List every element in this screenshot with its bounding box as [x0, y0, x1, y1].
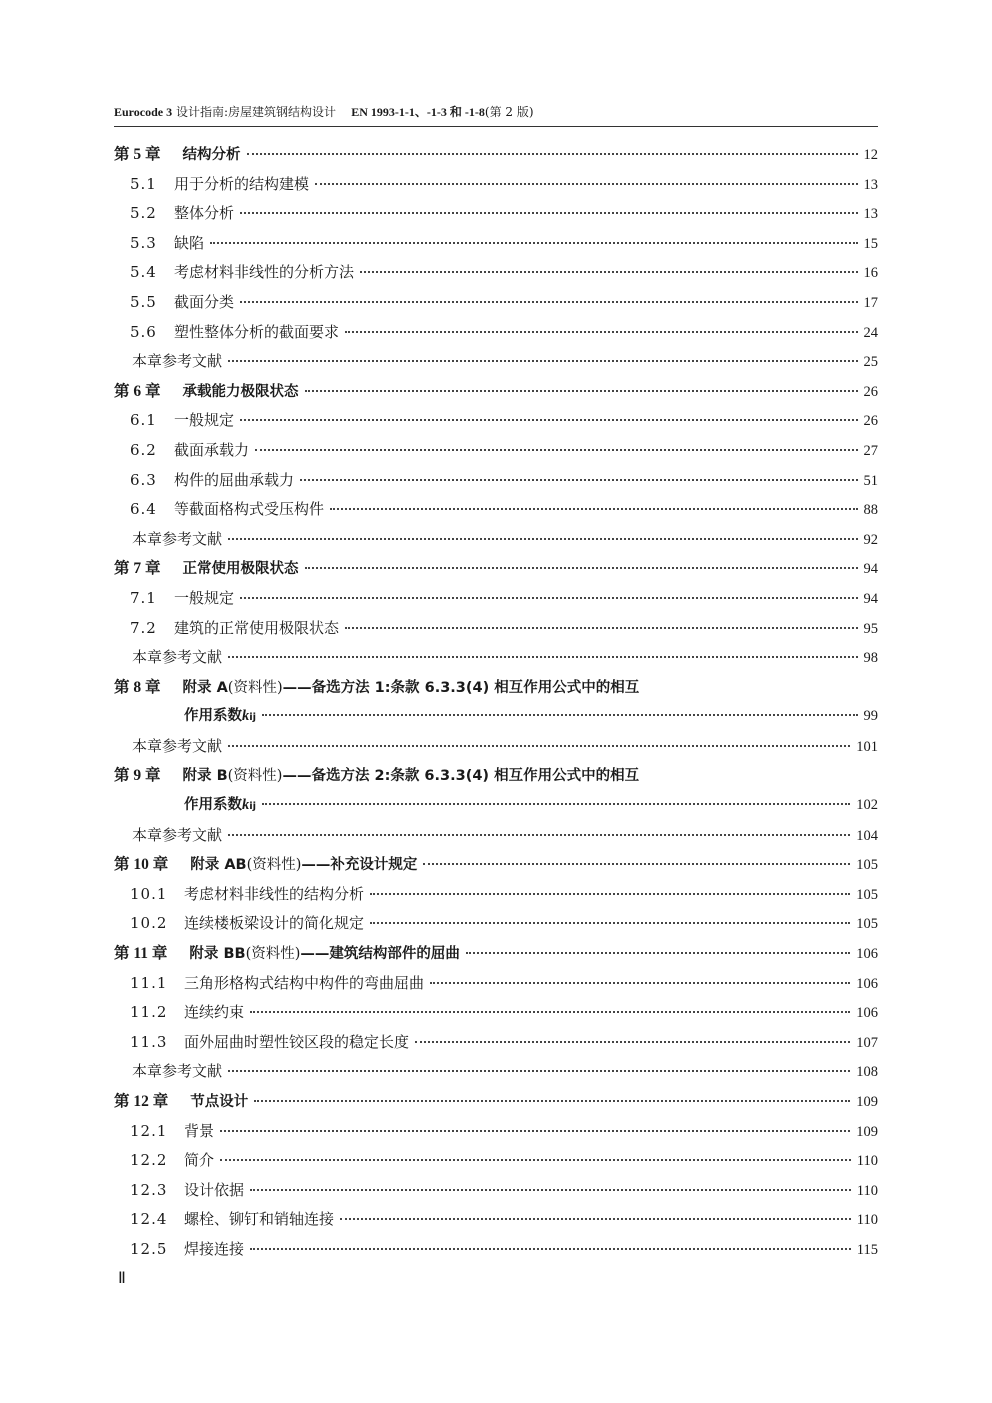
section-number: 5.2: [130, 204, 157, 223]
header-title: 设计指南:房屋建筑钢结构设计: [175, 105, 336, 119]
dot-leader: [250, 1248, 851, 1250]
chapter-title: 正常使用极限状态: [182, 561, 299, 578]
section-title: 设计依据: [184, 1180, 245, 1199]
dot-leader: [305, 390, 858, 392]
toc-entry-section[interactable]: [114, 909, 878, 939]
chapter-title-var: k: [242, 708, 250, 725]
dot-leader: [262, 803, 850, 805]
dot-leader: [370, 922, 850, 924]
toc-entry-chapter-continued[interactable]: [114, 702, 878, 732]
section-number: 6.4: [130, 500, 157, 519]
page-number: 25: [863, 354, 878, 371]
section-number: 12.4: [130, 1210, 168, 1229]
chapter-title-rest: ——补充设计规定: [301, 857, 418, 874]
page-number: 92: [863, 531, 878, 548]
running-header: [114, 104, 878, 120]
dot-leader: [430, 982, 850, 984]
dot-leader: [228, 745, 850, 747]
page-number: 105: [856, 857, 878, 874]
toc-entry-chapter[interactable]: [114, 850, 878, 880]
dot-leader: [250, 1011, 850, 1013]
page-number: 15: [863, 235, 878, 252]
page-number: 101: [856, 738, 878, 755]
toc-entry-section[interactable]: [114, 406, 878, 436]
chapter-title-appendix: 附录 BB: [189, 946, 246, 963]
section-number: 5.6: [130, 322, 157, 341]
page-number: 109: [856, 1123, 878, 1140]
section-title: 缺陷: [174, 233, 205, 252]
chapter-label: 第 10 章: [114, 856, 169, 874]
toc-entry-references[interactable]: [114, 821, 878, 851]
section-number: 11.1: [130, 973, 168, 992]
page-number: 102: [856, 797, 878, 814]
page-number: 13: [863, 206, 878, 223]
header-series: Eurocode 3: [114, 105, 173, 119]
toc-entry-section[interactable]: [114, 466, 878, 496]
toc-entry-section[interactable]: [114, 1117, 878, 1147]
dot-leader: [305, 567, 858, 569]
section-title: 背景: [184, 1121, 215, 1140]
section-title: 截面承载力: [174, 440, 250, 459]
page-number: 88: [863, 502, 878, 519]
dot-leader: [228, 360, 857, 362]
dot-leader: [240, 212, 857, 214]
dot-leader: [340, 1218, 851, 1220]
chapter-title-var: k: [242, 797, 250, 814]
page-number: 98: [863, 650, 878, 667]
chapter-title-rest: ——备选方法 1:条款 6.3.3(4) 相互作用公式中的相互: [282, 679, 640, 696]
dot-leader: [247, 153, 858, 155]
toc-entry-section[interactable]: [114, 318, 878, 348]
dot-leader: [315, 183, 857, 185]
section-title: 一般规定: [174, 588, 235, 607]
toc-entry-section[interactable]: [114, 1176, 878, 1206]
dot-leader: [345, 331, 857, 333]
dot-leader: [345, 627, 857, 629]
toc-entry-references[interactable]: [114, 525, 878, 555]
page-number: 110: [856, 1212, 878, 1229]
dot-leader: [254, 1100, 850, 1102]
toc-entry-references[interactable]: [114, 732, 878, 762]
section-title: 用于分析的结构建模: [174, 174, 310, 193]
page-number: 16: [863, 265, 878, 282]
chapter-title: 节点设计: [190, 1094, 249, 1110]
page-number: 17: [863, 294, 878, 311]
dot-leader: [360, 271, 857, 273]
section-title: 一般规定: [174, 411, 235, 430]
section-number: 5.5: [130, 292, 157, 311]
chapter-title-appendix: 附录 B: [182, 768, 228, 785]
chapter-title-cont: 作用系数: [184, 708, 242, 725]
chapter-label: 第 9 章: [114, 767, 161, 785]
chapter-title-note: (资料性): [245, 946, 301, 963]
toc-entry-section[interactable]: [114, 1028, 878, 1058]
chapter-label: 第 6 章: [114, 382, 161, 400]
section-number: 11.2: [130, 1003, 168, 1022]
toc-entry-section[interactable]: [114, 880, 878, 910]
chapter-title-cont: 作用系数: [184, 797, 242, 814]
chapter-label: 第 5 章: [114, 146, 161, 163]
page-number: 51: [863, 472, 878, 489]
toc-entry-section[interactable]: [114, 258, 878, 288]
section-title: 简介: [184, 1151, 215, 1170]
dot-leader: [370, 893, 850, 895]
section-title: 构件的屈曲承载力: [174, 470, 295, 489]
section-title: 三角形格构式结构中构件的弯曲屈曲: [184, 973, 425, 992]
section-number: 6.2: [130, 440, 157, 459]
chapter-title-note: (资料性): [227, 768, 283, 785]
table-of-contents: [114, 140, 878, 1265]
dot-leader: [250, 1189, 851, 1191]
dot-leader: [240, 419, 857, 421]
page-number: 24: [863, 324, 878, 341]
dot-leader: [415, 1041, 850, 1043]
page-number: 106: [856, 1005, 878, 1022]
dot-leader: [228, 834, 850, 836]
references-title: 本章参考文献: [132, 825, 223, 844]
section-number: 5.3: [130, 233, 157, 252]
section-title: 连续约束: [184, 1003, 245, 1022]
chapter-title: 承载能力极限状态: [182, 383, 299, 400]
dot-leader: [220, 1130, 850, 1132]
dot-leader: [228, 1070, 850, 1072]
section-title: 焊接连接: [184, 1239, 245, 1258]
toc-entry-section[interactable]: [114, 1205, 878, 1235]
references-title: 本章参考文献: [132, 736, 223, 755]
toc-entry-section[interactable]: [114, 1146, 878, 1176]
toc-entry-section[interactable]: [114, 1235, 878, 1265]
section-number: 12.1: [130, 1121, 168, 1140]
chapter-label: 第 12 章: [114, 1093, 169, 1110]
dot-leader: [300, 479, 857, 481]
header-rule: [114, 126, 878, 127]
section-number: 7.1: [130, 588, 157, 607]
page-number: 110: [856, 1153, 878, 1170]
toc-entry-references[interactable]: [114, 1057, 878, 1087]
page-number: 106: [856, 946, 878, 963]
page-number: 26: [863, 413, 878, 430]
section-number: 12.2: [130, 1151, 168, 1170]
toc-entry-section[interactable]: [114, 969, 878, 999]
page-number: 115: [856, 1241, 878, 1258]
page-number: 109: [856, 1094, 878, 1110]
page-number: 108: [856, 1064, 878, 1081]
toc-entry-section[interactable]: [114, 170, 878, 200]
chapter-title-sub: ij: [249, 801, 257, 813]
toc-entry-section[interactable]: [114, 614, 878, 644]
toc-entry-chapter[interactable]: [114, 673, 878, 703]
page-number: 110: [856, 1182, 878, 1199]
toc-entry-chapter[interactable]: [114, 761, 878, 791]
toc-entry-section[interactable]: [114, 199, 878, 229]
dot-leader: [240, 301, 857, 303]
section-number: 6.3: [130, 470, 157, 489]
page-number: 105: [856, 916, 878, 933]
dot-leader: [228, 656, 857, 658]
page-number: 13: [863, 176, 878, 193]
section-title: 等截面格构式受压构件: [174, 500, 325, 519]
toc-entry-section[interactable]: [114, 495, 878, 525]
chapter-title-appendix: 附录 AB: [190, 857, 247, 874]
references-title: 本章参考文献: [132, 1062, 223, 1081]
references-title: 本章参考文献: [132, 648, 223, 667]
page-number: 94: [863, 590, 878, 607]
section-number: 5.1: [130, 174, 157, 193]
toc-entry-chapter[interactable]: [114, 140, 878, 170]
dot-leader: [255, 449, 857, 451]
chapter-title-note: (资料性): [227, 679, 283, 696]
page-number: 107: [856, 1034, 878, 1051]
section-number: 11.3: [130, 1032, 168, 1051]
page-number: 104: [856, 827, 878, 844]
dot-leader: [262, 714, 857, 716]
section-title: 面外屈曲时塑性铰区段的稳定长度: [184, 1032, 410, 1051]
chapter-title-note: (资料性): [246, 857, 302, 874]
dot-leader: [220, 1159, 851, 1161]
section-number: 10.1: [130, 884, 168, 903]
section-title: 考虑材料非线性的分析方法: [174, 263, 355, 282]
references-title: 本章参考文献: [132, 352, 223, 371]
dot-leader: [330, 508, 857, 510]
section-number: 7.2: [130, 618, 157, 637]
section-title: 连续楼板梁设计的简化规定: [184, 914, 365, 933]
references-title: 本章参考文献: [132, 529, 223, 548]
section-number: 10.2: [130, 914, 168, 933]
section-number: 6.1: [130, 411, 157, 430]
dot-leader: [240, 597, 857, 599]
page-number: 12: [863, 147, 878, 163]
section-number: 12.3: [130, 1180, 168, 1199]
dot-leader: [210, 242, 857, 244]
chapter-label: 第 7 章: [114, 560, 161, 578]
page-number: 105: [856, 886, 878, 903]
toc-entry-chapter[interactable]: [114, 554, 878, 584]
section-title: 考虑材料非线性的结构分析: [184, 884, 365, 903]
toc-entry-references[interactable]: [114, 643, 878, 673]
section-title: 截面分类: [174, 292, 235, 311]
toc-entry-references[interactable]: [114, 347, 878, 377]
toc-entry-chapter[interactable]: [114, 377, 878, 407]
dot-leader: [466, 952, 850, 954]
page-number: 26: [863, 383, 878, 400]
toc-entry-section[interactable]: [114, 229, 878, 259]
section-number: 12.5: [130, 1239, 168, 1258]
chapter-title-sub: ij: [249, 712, 257, 724]
header-standard: EN 1993-1-1、-1-3 和 -1-8: [351, 105, 485, 119]
page-folio: Ⅱ: [118, 1270, 126, 1287]
chapter-label: 第 11 章: [114, 945, 168, 963]
section-title: 建筑的正常使用极限状态: [174, 618, 340, 637]
page-number: 27: [863, 442, 878, 459]
header-edition: (第 2 版): [484, 105, 534, 119]
section-title: 整体分析: [174, 204, 235, 223]
page-number: 99: [863, 708, 878, 725]
page-number: 95: [863, 620, 878, 637]
chapter-title: 结构分析: [182, 147, 241, 163]
chapter-title-rest: ——备选方法 2:条款 6.3.3(4) 相互作用公式中的相互: [282, 768, 640, 785]
chapter-label: 第 8 章: [114, 678, 161, 696]
dot-leader: [423, 863, 850, 865]
dot-leader: [228, 538, 857, 540]
toc-entry-chapter[interactable]: [114, 939, 878, 969]
toc-entry-section[interactable]: [114, 436, 878, 466]
chapter-title-rest: ——建筑结构部件的屈曲: [300, 946, 460, 963]
section-number: 5.4: [130, 263, 157, 282]
toc-entry-section[interactable]: [114, 288, 878, 318]
toc-entry-chapter-continued[interactable]: [114, 791, 878, 821]
toc-entry-section[interactable]: [114, 998, 878, 1028]
toc-entry-chapter[interactable]: [114, 1087, 878, 1117]
page-number: 94: [863, 561, 878, 578]
page-number: 106: [856, 975, 878, 992]
section-title: 螺栓、铆钉和销轴连接: [184, 1210, 335, 1229]
toc-entry-section[interactable]: [114, 584, 878, 614]
section-title: 塑性整体分析的截面要求: [174, 322, 340, 341]
chapter-title-appendix: 附录 A: [182, 679, 228, 696]
